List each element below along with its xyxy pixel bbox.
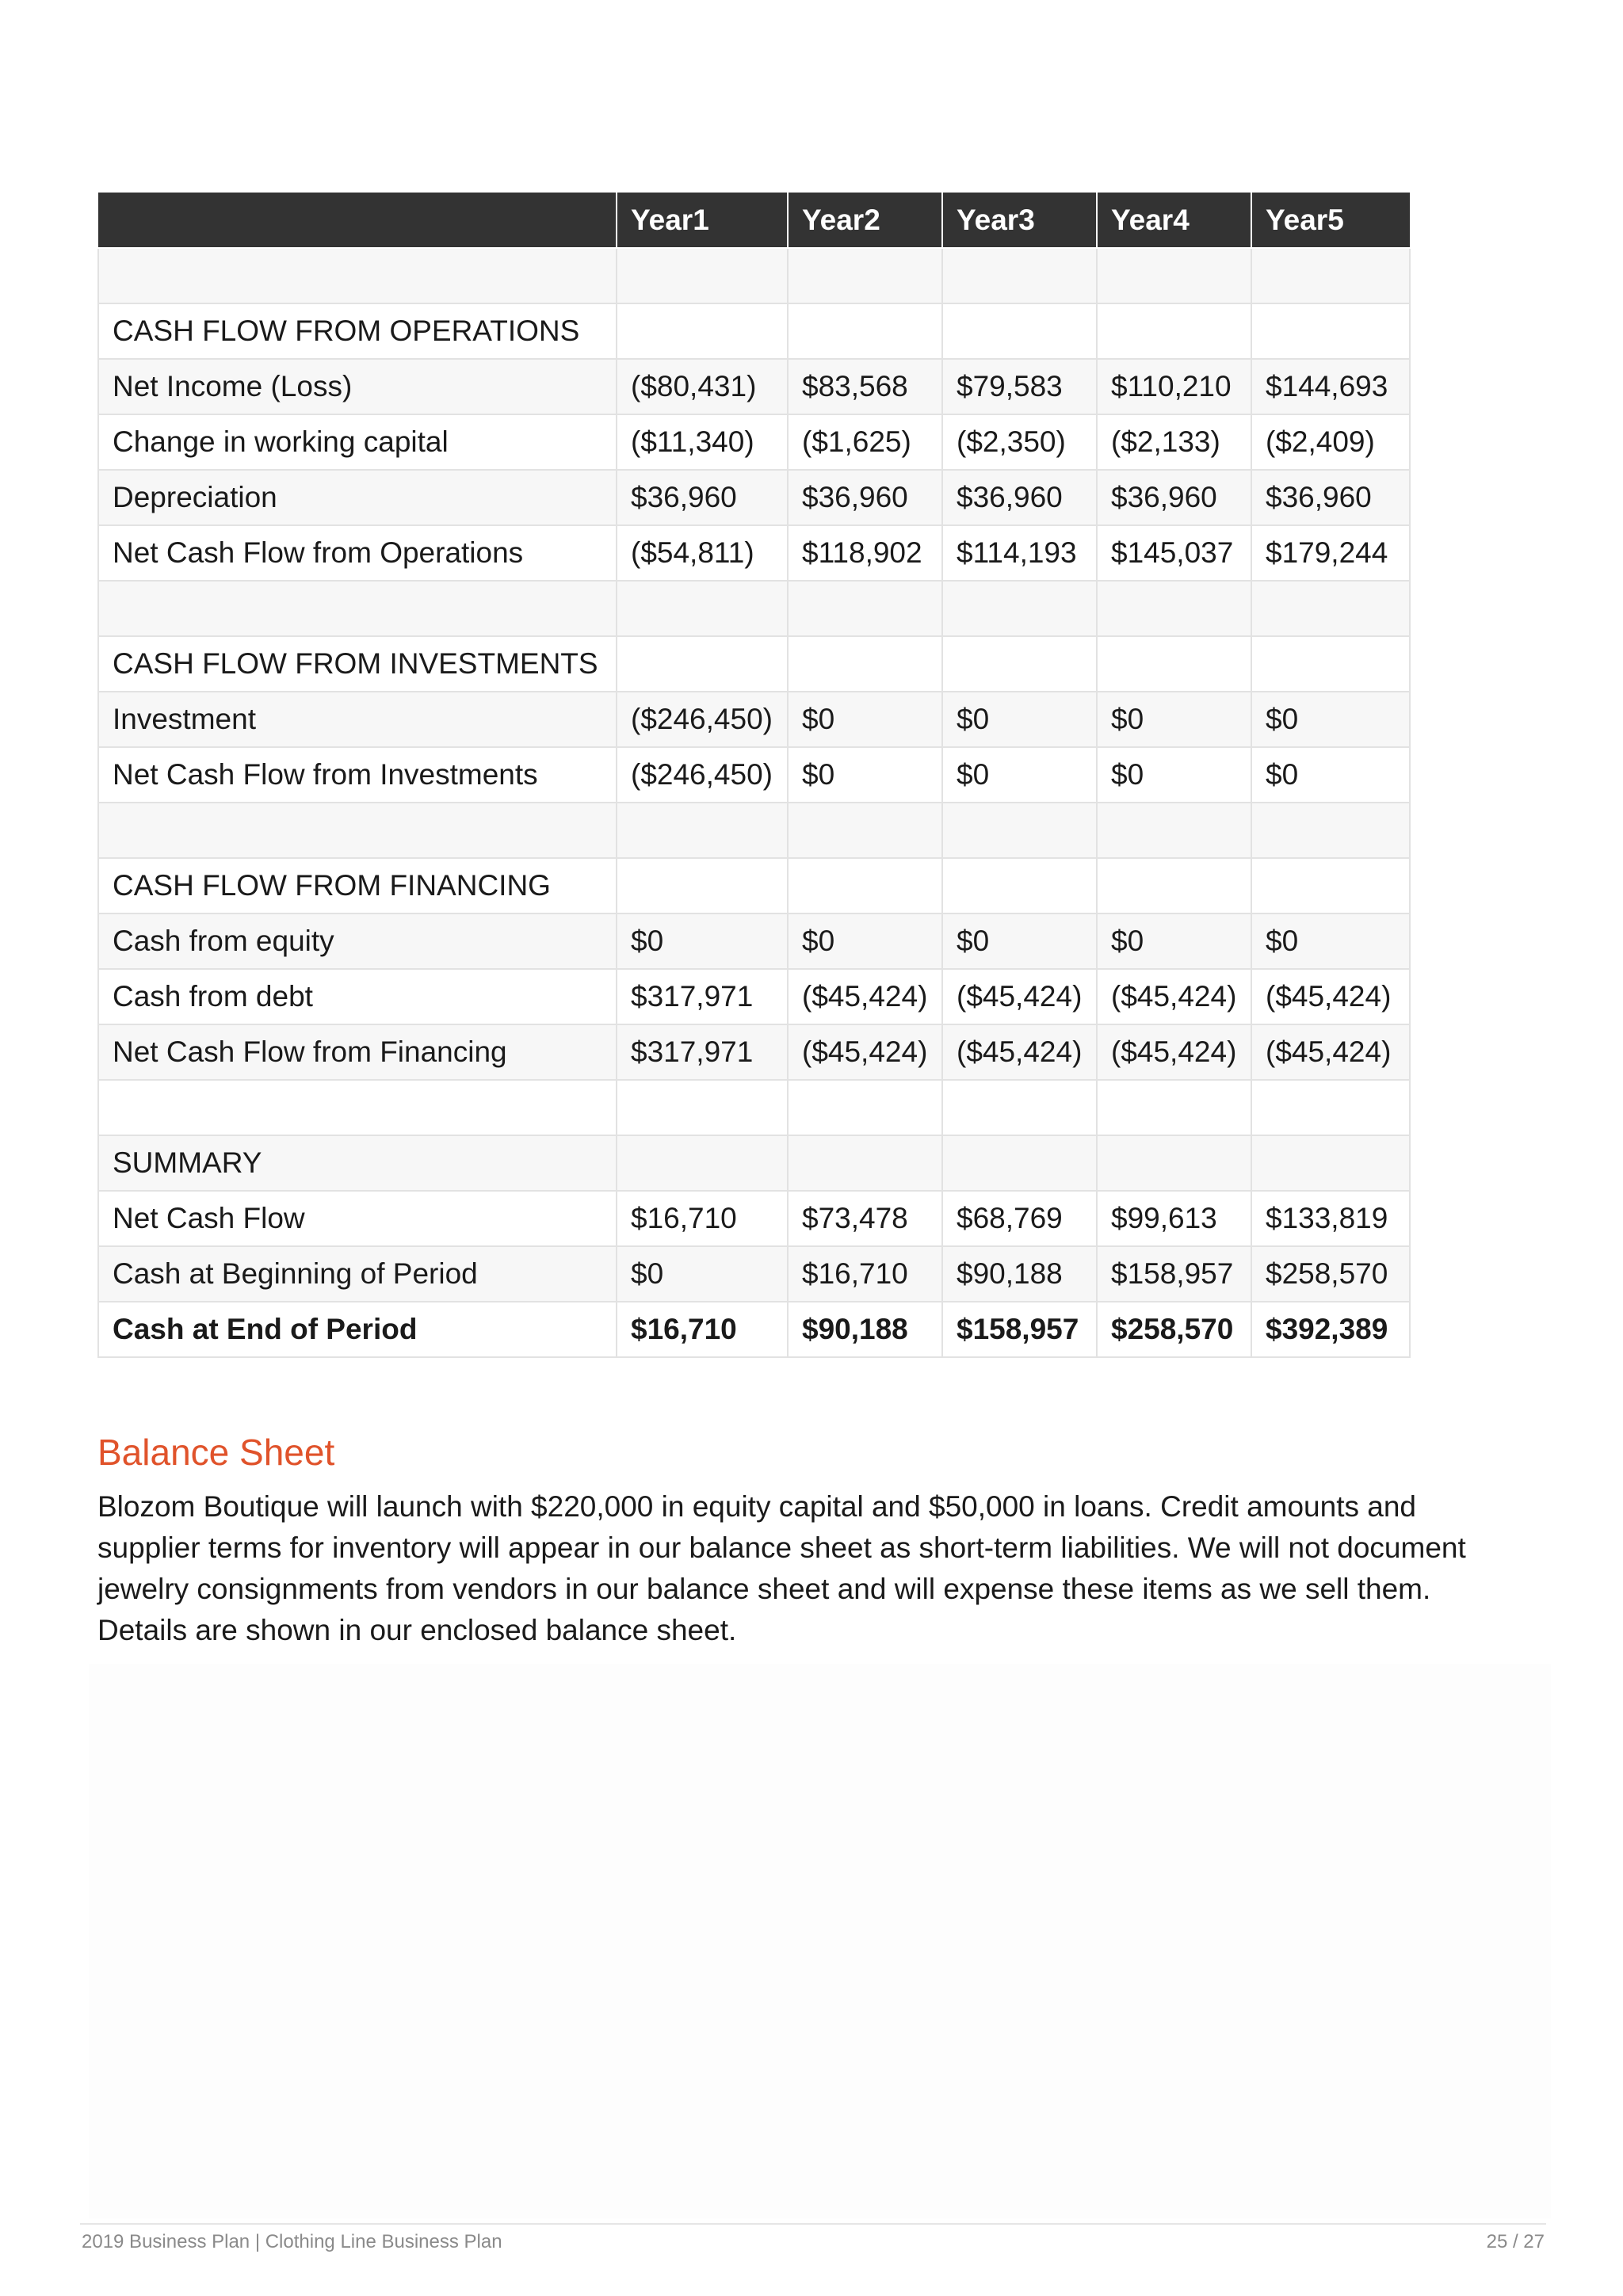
table-cell-year5: $258,570 xyxy=(1251,1246,1410,1302)
table-cell-year2: $36,960 xyxy=(788,470,942,525)
table-cell-year2 xyxy=(788,1135,942,1191)
table-row xyxy=(98,1024,1410,1080)
table-cell-year2 xyxy=(788,581,942,636)
table-cell-year2: $118,902 xyxy=(788,525,942,581)
table-header-row xyxy=(98,193,1410,248)
table-cell-year3 xyxy=(942,803,1097,858)
table-cell-label: Cash at Beginning of Period xyxy=(98,1246,617,1302)
header-cell-year1: Year1 xyxy=(617,193,788,248)
table-cell-label: Net Income (Loss) xyxy=(98,359,617,414)
table-cell-year5: ($45,424) xyxy=(1251,1024,1410,1080)
table-cell-year3: $36,960 xyxy=(942,470,1097,525)
table-cell-year2: $90,188 xyxy=(788,1302,942,1357)
table-cell-year4: $110,210 xyxy=(1097,359,1251,414)
cash-flow-table xyxy=(97,193,1411,1358)
table-cell-year5: $392,389 xyxy=(1251,1302,1410,1357)
table-cell-year1 xyxy=(617,636,788,692)
table-cell-label: CASH FLOW FROM INVESTMENTS xyxy=(98,636,617,692)
table-cell-label: Cash at End of Period xyxy=(98,1302,617,1357)
table-cell-year5: ($45,424) xyxy=(1251,969,1410,1024)
table-cell-year5: $0 xyxy=(1251,747,1410,803)
table-row xyxy=(98,359,1410,414)
table-cell-year3: $0 xyxy=(942,747,1097,803)
table-row xyxy=(98,858,1410,913)
table-cell-year2: ($1,625) xyxy=(788,414,942,470)
table-row xyxy=(98,248,1410,303)
table-cell-year2 xyxy=(788,303,942,359)
table-cell-label: SUMMARY xyxy=(98,1135,617,1191)
table-row xyxy=(98,913,1410,969)
table-cell-year4 xyxy=(1097,303,1251,359)
table-cell-year5 xyxy=(1251,636,1410,692)
table-cell-year4 xyxy=(1097,803,1251,858)
table-cell-year1: $0 xyxy=(617,1246,788,1302)
table-cell-label xyxy=(98,803,617,858)
table-cell-label: Cash from equity xyxy=(98,913,617,969)
table-cell-year5: $0 xyxy=(1251,692,1410,747)
table-cell-year5 xyxy=(1251,1135,1410,1191)
table-row xyxy=(98,1302,1410,1357)
table-cell-year3: $114,193 xyxy=(942,525,1097,581)
table-cell-year1: $317,971 xyxy=(617,969,788,1024)
table-cell-year1 xyxy=(617,858,788,913)
cash-flow-table-body xyxy=(98,248,1410,1357)
table-row xyxy=(98,1080,1410,1135)
table-cell-year3: $0 xyxy=(942,692,1097,747)
table-cell-year4 xyxy=(1097,858,1251,913)
table-row xyxy=(98,581,1410,636)
header-cell-year2: Year2 xyxy=(788,193,942,248)
table-cell-label: Net Cash Flow from Investments xyxy=(98,747,617,803)
table-cell-label: CASH FLOW FROM OPERATIONS xyxy=(98,303,617,359)
table-cell-year2 xyxy=(788,1080,942,1135)
table-cell-year4: $158,957 xyxy=(1097,1246,1251,1302)
table-cell-year1 xyxy=(617,581,788,636)
table-cell-year1 xyxy=(617,1135,788,1191)
table-cell-year2: ($45,424) xyxy=(788,969,942,1024)
header-cell-year5: Year5 xyxy=(1251,193,1410,248)
table-row xyxy=(98,1135,1410,1191)
header-cell-year4: Year4 xyxy=(1097,193,1251,248)
table-cell-year4: $145,037 xyxy=(1097,525,1251,581)
table-cell-year2: $83,568 xyxy=(788,359,942,414)
table-cell-year5 xyxy=(1251,248,1410,303)
footer-page-number: 25 / 27 xyxy=(1486,2231,1545,2252)
table-cell-year5 xyxy=(1251,581,1410,636)
table-cell-year4: $0 xyxy=(1097,747,1251,803)
table-cell-year2: ($45,424) xyxy=(788,1024,942,1080)
table-cell-year3 xyxy=(942,248,1097,303)
table-cell-year3: $90,188 xyxy=(942,1246,1097,1302)
table-cell-year1 xyxy=(617,803,788,858)
table-cell-label xyxy=(98,581,617,636)
table-cell-year4 xyxy=(1097,248,1251,303)
table-cell-year3: ($45,424) xyxy=(942,969,1097,1024)
table-cell-label: Net Cash Flow xyxy=(98,1191,617,1246)
table-cell-year3 xyxy=(942,581,1097,636)
table-row xyxy=(98,692,1410,747)
table-cell-year3 xyxy=(942,636,1097,692)
table-cell-label: Investment xyxy=(98,692,617,747)
table-cell-year4: ($45,424) xyxy=(1097,969,1251,1024)
footer-document-title: 2019 Business Plan | Clothing Line Business Plan xyxy=(82,2231,502,2252)
table-cell-year1 xyxy=(617,1080,788,1135)
table-cell-year5 xyxy=(1251,803,1410,858)
table-row xyxy=(98,1191,1410,1246)
table-cell-year1: ($11,340) xyxy=(617,414,788,470)
table-cell-year4: $99,613 xyxy=(1097,1191,1251,1246)
table-row xyxy=(98,470,1410,525)
table-cell-year3: $68,769 xyxy=(942,1191,1097,1246)
table-cell-year3 xyxy=(942,858,1097,913)
table-row xyxy=(98,803,1410,858)
table-cell-year2 xyxy=(788,858,942,913)
header-cell-year3: Year3 xyxy=(942,193,1097,248)
section-title-balance-sheet: Balance Sheet xyxy=(97,1432,335,1473)
table-cell-year3: ($2,350) xyxy=(942,414,1097,470)
table-cell-year3 xyxy=(942,1080,1097,1135)
table-cell-label: Net Cash Flow from Financing xyxy=(98,1024,617,1080)
table-cell-year5: $133,819 xyxy=(1251,1191,1410,1246)
table-row xyxy=(98,969,1410,1024)
table-cell-year4 xyxy=(1097,1080,1251,1135)
header-cell-label xyxy=(98,193,617,248)
table-cell-label: CASH FLOW FROM FINANCING xyxy=(98,858,617,913)
table-cell-year5 xyxy=(1251,303,1410,359)
table-row xyxy=(98,303,1410,359)
table-cell-year2 xyxy=(788,803,942,858)
table-cell-year5 xyxy=(1251,858,1410,913)
table-cell-year1: $36,960 xyxy=(617,470,788,525)
table-cell-year4: $36,960 xyxy=(1097,470,1251,525)
table-cell-year3 xyxy=(942,1135,1097,1191)
table-row xyxy=(98,636,1410,692)
table-cell-year4: ($45,424) xyxy=(1097,1024,1251,1080)
balance-sheet-paragraph: Blozom Boutique will launch with $220,000 in equity capital and $50,000 in loans. Credit amounts and supplier terms for inventory will appear in our balance sheet as short-term liabilities. We will not document jewelry consignments from vendors in our balance sheet and will expense these items as we sell them. Details are shown in our enclosed balance sheet. xyxy=(97,1490,1466,1646)
table-cell-year1: $317,971 xyxy=(617,1024,788,1080)
table-row xyxy=(98,747,1410,803)
table-cell-label: Net Cash Flow from Operations xyxy=(98,525,617,581)
table-cell-year3: $0 xyxy=(942,913,1097,969)
table-cell-year5: $179,244 xyxy=(1251,525,1410,581)
table-cell-year1: ($246,450) xyxy=(617,692,788,747)
table-cell-year4 xyxy=(1097,581,1251,636)
table-cell-year2: $0 xyxy=(788,913,942,969)
table-cell-year4 xyxy=(1097,636,1251,692)
table-cell-year2 xyxy=(788,248,942,303)
table-cell-year1 xyxy=(617,248,788,303)
table-cell-year2: $0 xyxy=(788,747,942,803)
table-cell-year2: $73,478 xyxy=(788,1191,942,1246)
content-panel xyxy=(89,1664,1551,2218)
table-cell-year2: $0 xyxy=(788,692,942,747)
table-cell-year1: ($246,450) xyxy=(617,747,788,803)
table-cell-year3 xyxy=(942,303,1097,359)
table-row xyxy=(98,1246,1410,1302)
table-cell-year1: $16,710 xyxy=(617,1302,788,1357)
table-cell-year1: $0 xyxy=(617,913,788,969)
table-cell-year2 xyxy=(788,636,942,692)
table-cell-year4: $0 xyxy=(1097,913,1251,969)
table-cell-year1 xyxy=(617,303,788,359)
table-cell-year4: $0 xyxy=(1097,692,1251,747)
table-cell-year5: $0 xyxy=(1251,913,1410,969)
table-cell-year1: $16,710 xyxy=(617,1191,788,1246)
footer-divider xyxy=(80,2223,1546,2225)
table-cell-label xyxy=(98,248,617,303)
table-cell-label: Depreciation xyxy=(98,470,617,525)
table-cell-year5: $144,693 xyxy=(1251,359,1410,414)
table-cell-year4 xyxy=(1097,1135,1251,1191)
table-cell-year3: $79,583 xyxy=(942,359,1097,414)
table-cell-label: Change in working capital xyxy=(98,414,617,470)
table-cell-label xyxy=(98,1080,617,1135)
table-row xyxy=(98,414,1410,470)
table-cell-year5: $36,960 xyxy=(1251,470,1410,525)
table-cell-year4: ($2,133) xyxy=(1097,414,1251,470)
table-cell-year1: ($80,431) xyxy=(617,359,788,414)
table-cell-year3: ($45,424) xyxy=(942,1024,1097,1080)
table-row xyxy=(98,525,1410,581)
table-cell-year4: $258,570 xyxy=(1097,1302,1251,1357)
table-cell-year5 xyxy=(1251,1080,1410,1135)
table-cell-year3: $158,957 xyxy=(942,1302,1097,1357)
table-cell-year5: ($2,409) xyxy=(1251,414,1410,470)
table-cell-label: Cash from debt xyxy=(98,969,617,1024)
table-cell-year1: ($54,811) xyxy=(617,525,788,581)
table-cell-year2: $16,710 xyxy=(788,1246,942,1302)
